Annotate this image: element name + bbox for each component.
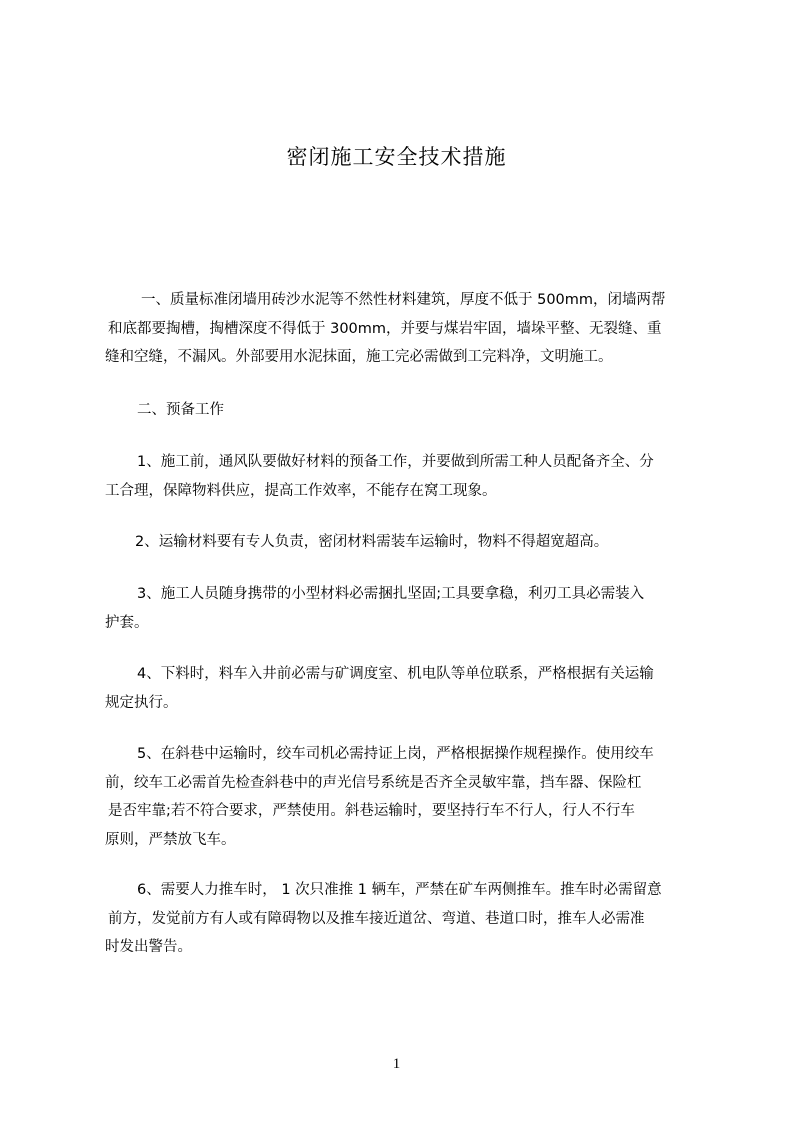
- paragraph-line: 1、施工前，通风队要做好材料的预备工作，并要做到所需工种人员配备齐全、分: [137, 454, 654, 470]
- paragraph-line: 二、预备工作: [137, 402, 224, 418]
- paragraph-line: 一、质量标准闭墙用砖沙水泥等不然性材料建筑，厚度不低于 500mm，闭墙两帮: [141, 292, 666, 308]
- paragraph-line: 原则，严禁放飞车。: [105, 831, 236, 848]
- paragraph-line: 4、下料时，料车入井前必需与矿调度室、机电队等单位联系，严格根据有关运输: [137, 666, 654, 682]
- page-title: 密闭施工安全技术措施: [286, 145, 507, 169]
- paragraph-line: 规定执行。: [105, 694, 178, 711]
- paragraph-line: 是否牢靠;若不符合要求，严禁使用。斜巷运输时，要坚持行车不行人，行人不行车: [108, 803, 635, 819]
- paragraph-item-2: [105, 528, 715, 557]
- paragraph-line: 2、运输材料要有专人负责，密闭材料需装车运输时，物料不得超宽超高。: [135, 534, 609, 550]
- paragraph-line: 前方，发觉前方有人或有障碍物以及推车接近道岔、弯道、巷道口时，推车人必需准: [108, 910, 645, 927]
- paragraph-line: 和底都要掏槽，掏槽深度不得低于 300mm，并要与煤岩牢固，墙垛平整、无裂缝、重: [108, 320, 662, 337]
- section-heading-preparation: [105, 396, 715, 425]
- paragraph-line: 时发出警告。: [105, 939, 192, 955]
- paragraph-item-3: [105, 580, 715, 637]
- paragraph-quality-standard: [105, 286, 715, 372]
- paragraph-item-5: [105, 740, 715, 854]
- paragraph-line: 护套。: [105, 614, 149, 631]
- paragraph-item-1: [105, 448, 715, 505]
- page-number: 1: [392, 1056, 401, 1072]
- paragraph-line: 6、需要人力推车时， 1 次只准推 1 辆车，严禁在矿车两侧推车。推车时必需留意: [137, 882, 662, 898]
- paragraph-line: 5、在斜巷中运输时，绞车司机必需持证上岗，严格根据操作规程操作。使用绞车: [137, 746, 654, 762]
- paragraph-line: 前，绞车工必需首先检查斜巷中的声光信号系统是否齐全灵敏牢靠，挡车器、保险杠: [105, 774, 642, 791]
- paragraph-item-6: [105, 876, 715, 962]
- paragraph-item-4: [105, 660, 715, 717]
- paragraph-line: 缝和空缝，不漏风。外部要用水泥抹面，施工完必需做到工完料净，文明施工。: [105, 349, 613, 365]
- paragraph-line: 工合理，保障物料供应，提高工作效率，不能存在窝工现象。: [105, 482, 497, 499]
- paragraph-line: 3、施工人员随身携带的小型材料必需捆扎坚固;工具要拿稳，利刃工具必需装入: [137, 586, 645, 602]
